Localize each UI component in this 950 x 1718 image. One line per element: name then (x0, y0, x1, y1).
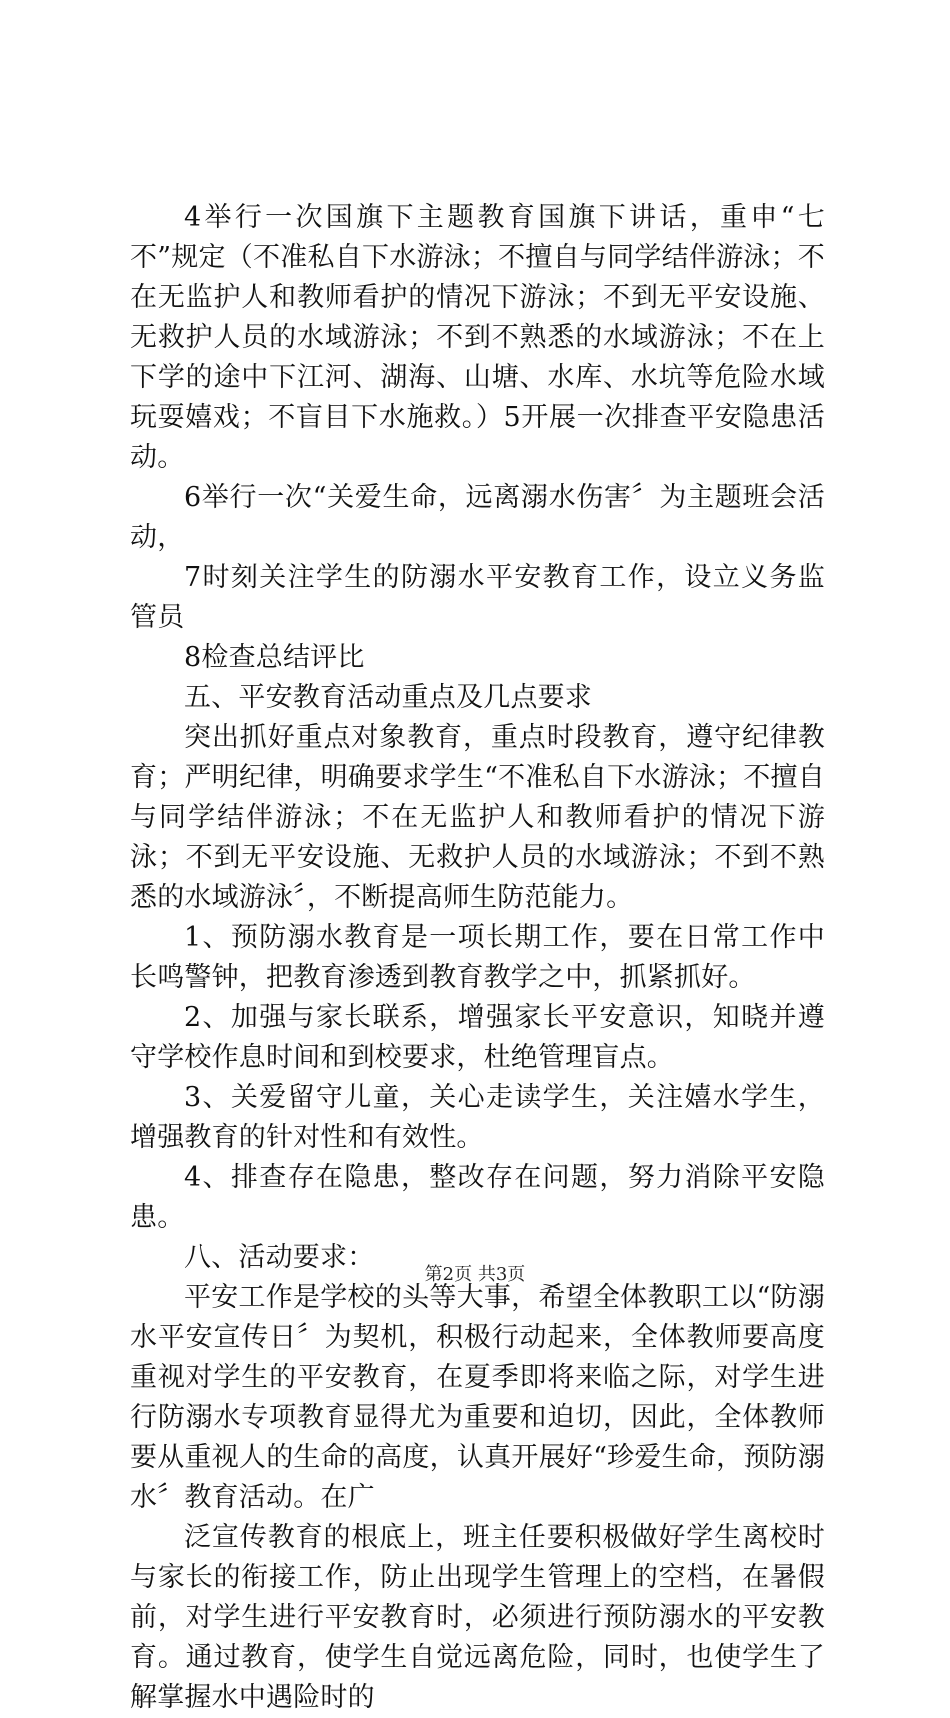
section-heading-five: 五、平安教育活动重点及几点要求 (184, 682, 592, 713)
paragraph-1: 4举行一次国旗下主题教育国旗下讲话，重申“七不”规定（不准私自下水游泳；不擅自与同学结伴游泳；不在无监护人和教师看护的情况下游泳；不到无平安设施、无救护人员的水域游泳；不到不熟悉的水域游泳；不在上下学的途中下江河、湖海、山塘、水库、水坑等危险水域玩耍嬉戏；不盲目下水施救。）5开展一次排查平安隐患活动。 (130, 202, 825, 473)
paragraph-8: 2、加强与家长联系，增强家长平安意识，知晓并遵守学校作息时间和到校要求，杜绝管理盲点。 (130, 1002, 825, 1073)
paragraph-9: 3、关爱留守儿童，关心走读学生，关注嬉水学生，增强教育的针对性和有效性。 (130, 1082, 825, 1153)
paragraph-3: 7时刻关注学生的防溺水平安教育工作，设立义务监管员 (130, 562, 825, 633)
page-number-label: 第2页 共3页 (424, 1264, 526, 1285)
paragraph-2: 6举行一次“关爱生命，远离溺水伤害〞为主题班会活动， (130, 482, 825, 553)
paragraph-10: 4、排查存在隐患，整改存在问题，努力消除平安隐患。 (130, 1162, 825, 1233)
document-body (130, 198, 825, 1718)
page-footer (0, 1263, 950, 1287)
paragraph-7: 1、预防溺水教育是一项长期工作，要在日常工作中长鸣警钟，把教育渗透到教育教学之中，抓紧抓好。 (130, 922, 825, 993)
paragraph-4: 8检查总结评比 (184, 642, 365, 673)
paragraph-13: 泛宣传教育的根底上，班主任要积极做好学生离校时与家长的衔接工作，防止出现学生管理上的空档，在暑假前，对学生进行平安教育时，必须进行预防溺水的平安教育。通过教育，使学生自觉远离危险，同时，也使学生了解掌握水中遇险时的 (130, 1522, 825, 1713)
section-heading-eight: 八、活动要求： (184, 1242, 375, 1273)
paragraph-12: 平安工作是学校的头等大事，希望全体教职工以“防溺水平安宣传日〞为契机，积极行动起来，全体教师要高度重视对学生的平安教育，在夏季即将来临之际，对学生进行防溺水专项教育显得尤为重要和迫切，因此，全体教师要从重视人的生命的高度，认真开展好“珍爱生命，预防溺水〞教育活动。在广 (130, 1282, 825, 1513)
paragraph-6: 突出抓好重点对象教育，重点时段教育，遵守纪律教育；严明纪律，明确要求学生“不准私自下水游泳；不擅自与同学结伴游泳；不在无监护人和教师看护的情况下游泳；不到无平安设施、无救护人员的水域游泳；不到不熟悉的水域游泳〞，不断提高师生防范能力。 (130, 722, 825, 913)
